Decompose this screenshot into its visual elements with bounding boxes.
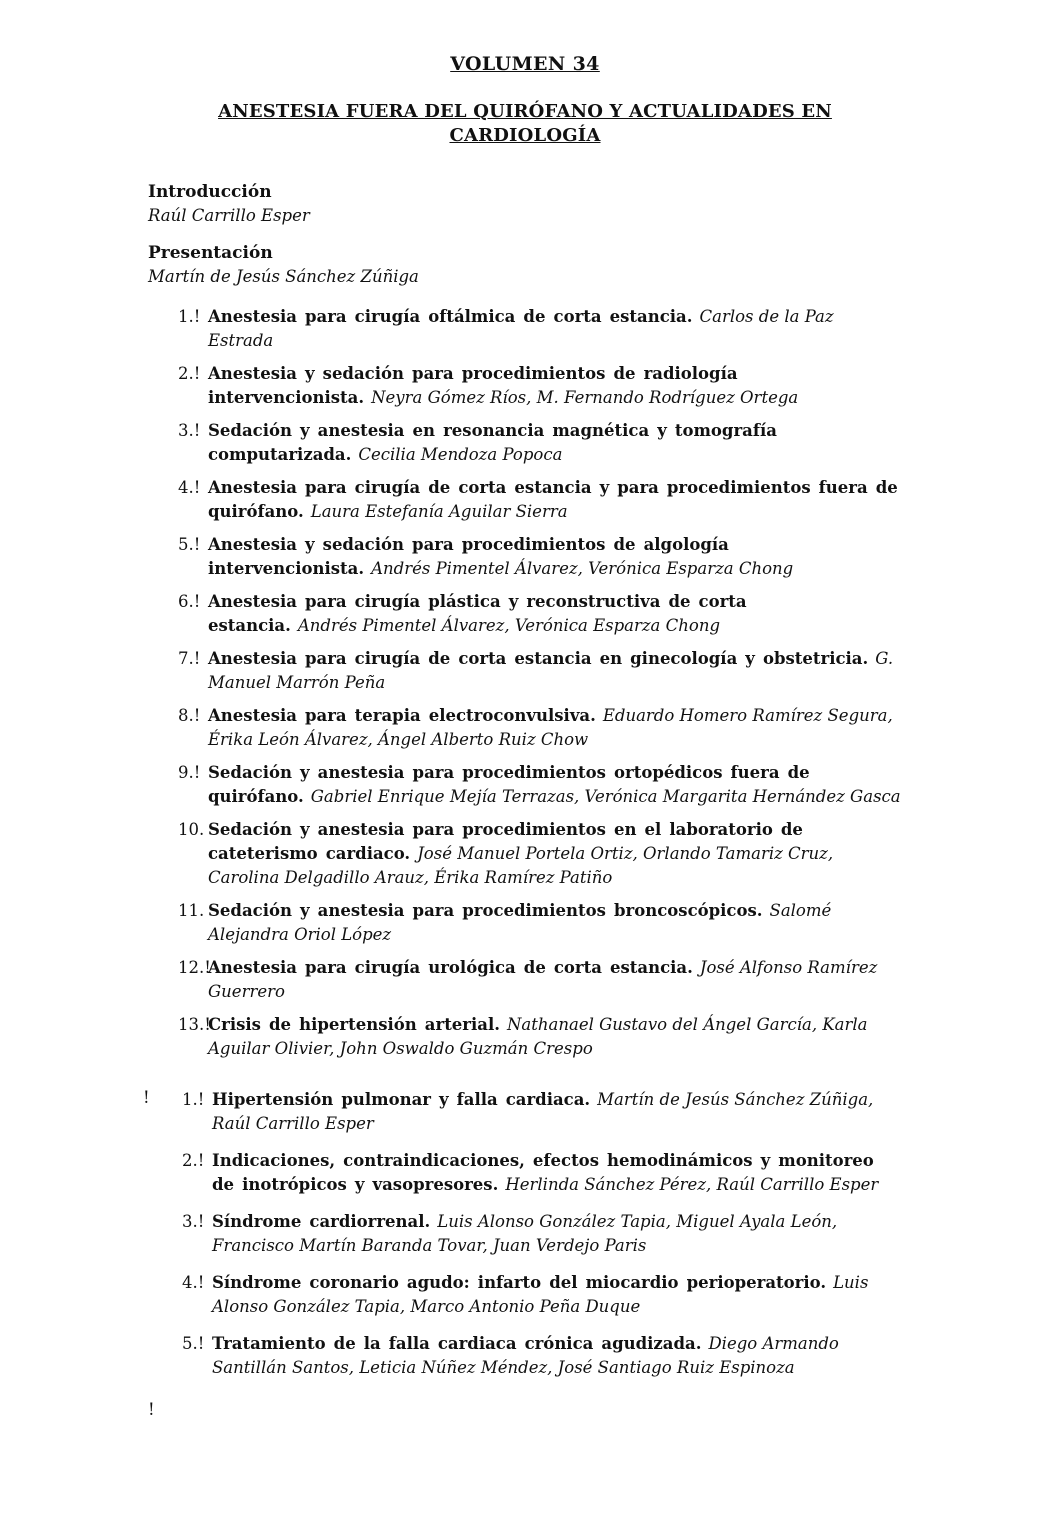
toc-entry-text (208, 533, 902, 581)
toc-entry-authors: Nathanael Gustavo del Ángel García, Karla Aguilar Olivier, John Oswaldo Guzmán Crespo (208, 1015, 868, 1058)
toc-entry (178, 818, 902, 890)
toc-entry-number: 3.! (178, 421, 201, 440)
toc-entry-title: Síndrome cardiorrenal. (212, 1212, 431, 1231)
toc-entry-authors: Diego Armando Santillán Santos, Leticia Núñez Méndez, José Santiago Ruiz Espinoza (212, 1334, 839, 1377)
toc-entry-title: Indicaciones, contraindicaciones, efectos hemodinámicos y monitoreo de inotrópicos y vasopresores. (212, 1151, 874, 1194)
toc-entry-text (208, 1013, 902, 1061)
toc-list-anesthesia (178, 305, 902, 1061)
toc-entry-title: Anestesia para cirugía de corta estancia en ginecología y obstetricia. (208, 649, 869, 668)
toc-entry-text (212, 1271, 902, 1319)
toc-entry-number: 5.! (178, 535, 201, 554)
introduction-author: Raúl Carrillo Esper (148, 206, 310, 225)
toc-entry-title: Anestesia para cirugía urológica de corta estancia. (208, 958, 693, 977)
toc-entry-text (208, 899, 902, 947)
toc-entry-number: 8.! (178, 706, 201, 725)
toc-entry-title: Anestesia para terapia electroconvulsiva. (208, 706, 596, 725)
toc-entry (178, 419, 902, 467)
toc-entry-text (208, 590, 902, 638)
toc-entry-authors: Cecilia Mendoza Popoca (358, 445, 563, 464)
toc-entry (182, 1149, 902, 1197)
toc-entry (182, 1271, 902, 1319)
presentation-heading: Presentación (148, 243, 273, 263)
toc-entry-authors: José Alfonso Ramírez Guerrero (208, 958, 878, 1001)
toc-entry (178, 362, 902, 410)
toc-entry-title: Tratamiento de la falla cardiaca crónica agudizada. (212, 1334, 702, 1353)
toc-entry-authors: Martín de Jesús Sánchez Zúñiga, Raúl Carrillo Esper (212, 1090, 874, 1133)
toc-entry-text (212, 1149, 902, 1197)
toc-entry-number: 3.! (182, 1212, 205, 1231)
introduction-block (148, 180, 902, 228)
toc-entry-number: 5.! (182, 1334, 205, 1353)
toc-entry-number: 4.! (182, 1273, 205, 1292)
toc-entry-number: 7.! (178, 649, 201, 668)
toc-entry-authors: Eduardo Homero Ramírez Segura, Érika León Álvarez, Ángel Alberto Ruiz Chow (208, 706, 893, 749)
toc-entry (178, 647, 902, 695)
toc-entry-number: 4.! (178, 478, 201, 497)
toc-entry-authors: G. Manuel Marrón Peña (208, 649, 894, 692)
toc-entry-title: Sedación y anestesia para procedimientos en el laboratorio de cateterismo cardiaco. (208, 820, 803, 863)
volume-subtitle: ANESTESIA FUERA DEL QUIRÓFANO Y ACTUALIDADES EN CARDIOLOGÍA (218, 101, 832, 146)
toc-entry-authors: Gabriel Enrique Mejía Terrazas, Verónica Margarita Hernández Gasca (310, 787, 901, 806)
toc-entry (182, 1210, 902, 1258)
toc-entry-authors: Andrés Pimentel Álvarez, Verónica Esparza Chong (371, 559, 794, 578)
toc-entry (178, 476, 902, 524)
toc-entry-authors: Neyra Gómez Ríos, M. Fernando Rodríguez Ortega (371, 388, 799, 407)
toc-entry-number: 1.! (182, 1090, 205, 1109)
toc-entry-title: Hipertensión pulmonar y falla cardiaca. (212, 1090, 591, 1109)
toc-entry-text (208, 476, 902, 524)
toc-entry-authors: Laura Estefanía Aguilar Sierra (310, 502, 568, 521)
stray-exclamation-mark: ! (143, 1088, 150, 1107)
toc-entry-title: Síndrome coronario agudo: infarto del miocardio perioperatorio. (212, 1273, 827, 1292)
toc-entry-title: Anestesia para cirugía de corta estancia y para procedimientos fuera de quirófano. (208, 478, 898, 521)
toc-entry (178, 956, 902, 1004)
toc-entry-number: 1.! (178, 307, 201, 326)
volume-title: VOLUMEN 34 (450, 53, 600, 75)
toc-entry (182, 1332, 902, 1380)
toc-entry-text (208, 419, 902, 467)
toc-entry-number: 10. (178, 820, 205, 839)
toc-list-cardiology (143, 1088, 902, 1380)
toc-entry (178, 590, 902, 638)
introduction-heading: Introducción (148, 182, 272, 202)
toc-entry-number: 13.! (178, 1015, 211, 1034)
toc-entry-number: 12.! (178, 958, 211, 977)
toc-entry-authors: Luis Alonso González Tapia, Miguel Ayala León, Francisco Martín Baranda Tovar, Juan Verdejo Paris (212, 1212, 838, 1255)
toc-entry-text (208, 647, 902, 695)
toc-entry-number: 6.! (178, 592, 201, 611)
toc-entry-text (208, 818, 902, 890)
toc-entry (178, 533, 902, 581)
toc-entry-title: Anestesia y sedación para procedimientos de radiología intervencionista. (208, 364, 738, 407)
toc-entry-number: 2.! (182, 1151, 205, 1170)
presentation-block (148, 241, 902, 289)
toc-entry-number: 11. (178, 901, 205, 920)
toc-entry-title: Sedación y anestesia para procedimientos ortopédicos fuera de quirófano. (208, 763, 810, 806)
toc-entry-text (212, 1088, 902, 1136)
presentation-author: Martín de Jesús Sánchez Zúñiga (148, 267, 419, 286)
toc-entry-authors: Luis Alonso González Tapia, Marco Antonio Peña Duque (212, 1273, 869, 1316)
toc-entry-title: Sedación y anestesia en resonancia magnética y tomografía computarizada. (208, 421, 777, 464)
toc-entry-title: Anestesia y sedación para procedimientos de algología intervencionista. (208, 535, 729, 578)
toc-entry-text (208, 704, 902, 752)
toc-entry-title: Crisis de hipertensión arterial. (208, 1015, 500, 1034)
toc-entry-authors: Andrés Pimentel Álvarez, Verónica Esparza Chong (297, 616, 721, 635)
toc-entry-authors: Herlinda Sánchez Pérez, Raúl Carrillo Esper (505, 1175, 879, 1194)
toc-entry (178, 1013, 902, 1061)
toc-entry-text (208, 956, 902, 1004)
toc-entry-authors: José Manuel Portela Ortiz, Orlando Tamariz Cruz, Carolina Delgadillo Arauz, Érika Ramírez Patiño (208, 844, 834, 887)
toc-entry-text (208, 761, 902, 809)
toc-entry (178, 899, 902, 947)
toc-entry-number: 2.! (178, 364, 201, 383)
toc-entry-title: Anestesia para cirugía plástica y reconstructiva de corta estancia. (208, 592, 747, 635)
toc-entry-text (208, 362, 902, 410)
toc-entry-text (212, 1332, 902, 1380)
toc-entry-text (208, 305, 902, 353)
toc-entry (178, 305, 902, 353)
toc-entry (182, 1088, 902, 1136)
toc-entry (178, 761, 902, 809)
toc-entry-title: Sedación y anestesia para procedimientos broncoscópicos. (208, 901, 763, 920)
toc-entry-authors: Salomé Alejandra Oriol López (208, 901, 832, 944)
toc-entry-authors: Carlos de la Paz Estrada (208, 307, 834, 350)
toc-entry-text (212, 1210, 902, 1258)
toc-entry (178, 704, 902, 752)
bottom-exclamation-mark: ! (148, 1400, 155, 1419)
toc-entry-number: 9.! (178, 763, 201, 782)
toc-entry-title: Anestesia para cirugía oftálmica de corta estancia. (208, 307, 693, 326)
